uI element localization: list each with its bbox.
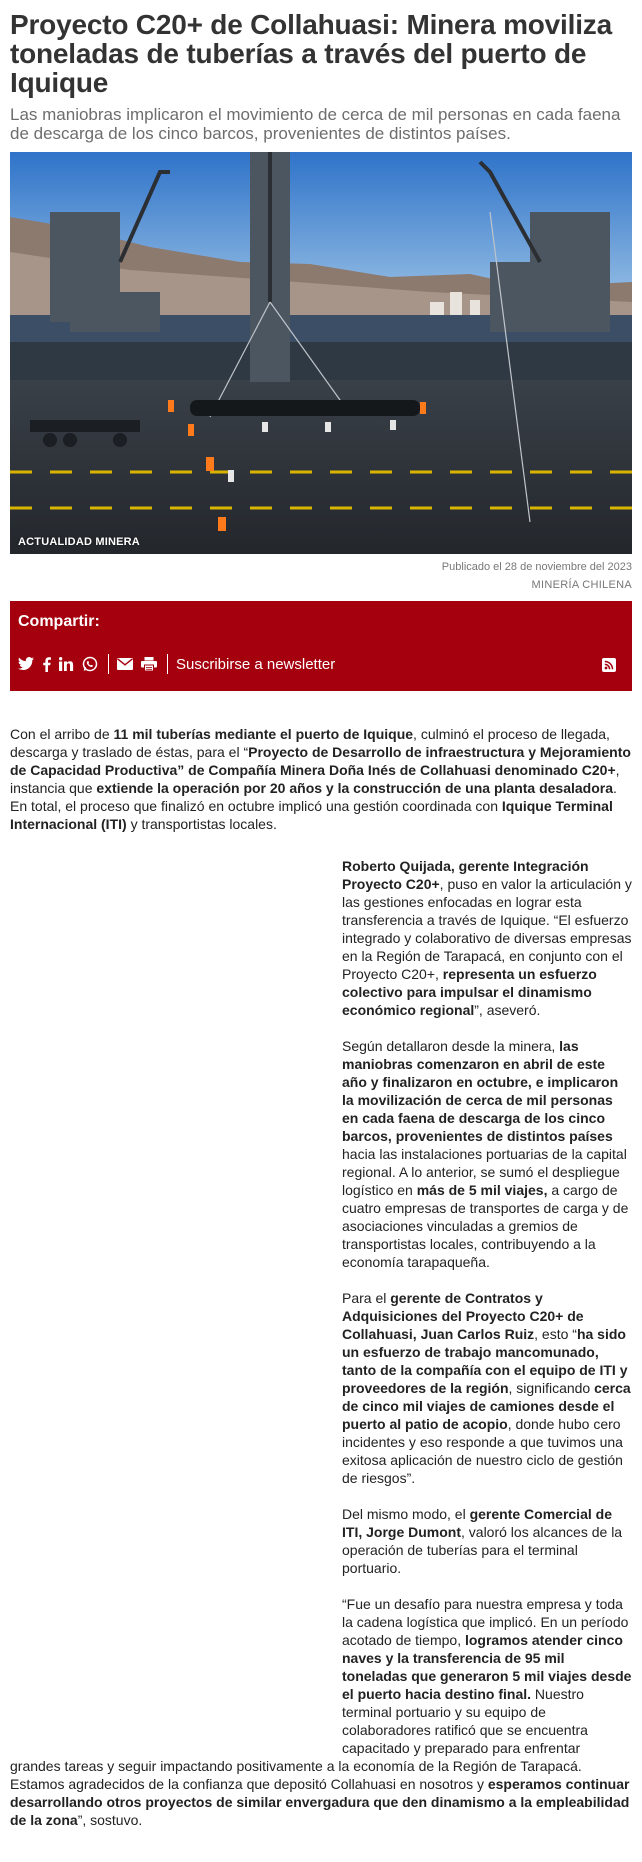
twitter-icon[interactable] (18, 655, 34, 673)
newsletter-link[interactable]: Suscribirse a newsletter (176, 655, 336, 673)
image-credit: ACTUALIDAD MINERA (18, 536, 140, 548)
paragraph: Con el arribo de 11 mil tuberías mediante el puerto de Iquique, culminó el proceso de llegada, descarga y traslado de éstas, para el “Proyecto de Desarrollo de infraestructura y Mejoramiento de Capacidad Productiva” de Compañía Minera Doña Inés de Collahuasi denominado C20+, instancia que extiende la operación por 20 años y la construcción de una planta desaladora. En total, el proceso que finalizó en octubre implicó una gestión coordinada con Iquique Terminal Internacional (ITI) y transportistas locales. (10, 726, 631, 832)
print-icon[interactable] (141, 655, 157, 673)
share-divider (167, 654, 168, 674)
article (0, 10, 642, 1829)
article-subtitle: Las maniobras implicaron el movimiento de cerca de mil personas en cada faena de descarga de los cinco barcos, provenientes de distintos países. (10, 105, 621, 143)
rss-icon[interactable] (602, 656, 616, 674)
right-column (342, 857, 632, 1757)
paragraph: Para el gerente de Contratos y Adquisiciones del Proyecto C20+ de Collahuasi, Juan Carlos Ruiz, esto “ha sido un esfuerzo de trabajo mancomunado, tanto de la compañía con el equipo de ITI y proveedores de la región, significando cerca de cinco mil viajes de camiones desde el puerto al patio de acopio, donde hubo cero incidentes y eso responde a que tuvimos una exitosa aplicación de nuestro ciclo de gestión de riesgos”. (342, 1290, 631, 1486)
paragraph-continued: grandes tareas y seguir impactando positivamente a la economía de la Región de Tarapacá. Estamos agradecidos de la confianza que depositó Collahuasi en nosotros y esperamos continuar desarrollando otros proyectos de similar envergadura que den dinamismo a la empleabilidad de la zona”, sostuvo. (10, 1758, 630, 1828)
linkedin-icon[interactable] (59, 655, 74, 673)
source-label: MINERÍA CHILENA (531, 579, 632, 591)
paragraph: “Fue un desafío para nuestra empresa y toda la cadena logística que implicó. En un período acotado de tiempo, logramos atender cinco naves y la transferencia de 95 mil toneladas que generaron 5 mil viajes desde el puerto hacia destino final. Nuestro terminal portuario y su equipo de colaboradores ratificó que se encuentra capacitado y preparado para enfrentar (342, 1596, 632, 1756)
publish-date: Publicado el 28 de noviembre del 2023 (441, 561, 632, 573)
share-bar (18, 653, 624, 675)
share-label: Compartir: (18, 613, 100, 630)
port-photo (10, 152, 632, 554)
article-meta (10, 561, 632, 591)
hero-image (10, 152, 632, 554)
article-title: Proyecto C20+ de Collahuasi: Minera moviliza toneladas de tuberías a través del puerto de Iquique (10, 9, 612, 98)
whatsapp-icon[interactable] (82, 655, 98, 673)
article-body (10, 725, 632, 1829)
paragraph: Según detallaron desde la minera, las maniobras comenzaron en abril de este año y finalizaron en octubre, e implicaron la movilización de cerca de mil personas en cada faena de descarga de los cinco barcos, provenientes de distintos países hacia las instalaciones portuarias de la capital regional. A lo anterior, se sumó el despliegue logístico en más de 5 mil viajes, a cargo de cuatro empresas de transportes de carga y de asociaciones vinculadas a gremios de transportistas locales, contribuyendo a la economía tarapaqueña. (342, 1038, 629, 1270)
paragraph: Del mismo modo, el gerente Comercial de ITI, Jorge Dumont, valoró los alcances de la operación de tuberías para el terminal portuario. (342, 1506, 623, 1576)
facebook-icon[interactable] (42, 655, 51, 673)
share-panel (10, 601, 632, 691)
paragraph: Roberto Quijada, gerente Integración Proyecto C20+, puso en valor la articulación y las gestiones enfocadas en lograr esta transferencia a través de Iquique. “El esfuerzo integrado y colaborativo de diversas empresas en la Región de Tarapacá, en conjunto con el Proyecto C20+, representa un esfuerzo colectivo para impulsar el dinamismo económico regional”, aseveró. (342, 858, 632, 1018)
mail-icon[interactable] (117, 655, 133, 673)
share-divider (108, 654, 109, 674)
